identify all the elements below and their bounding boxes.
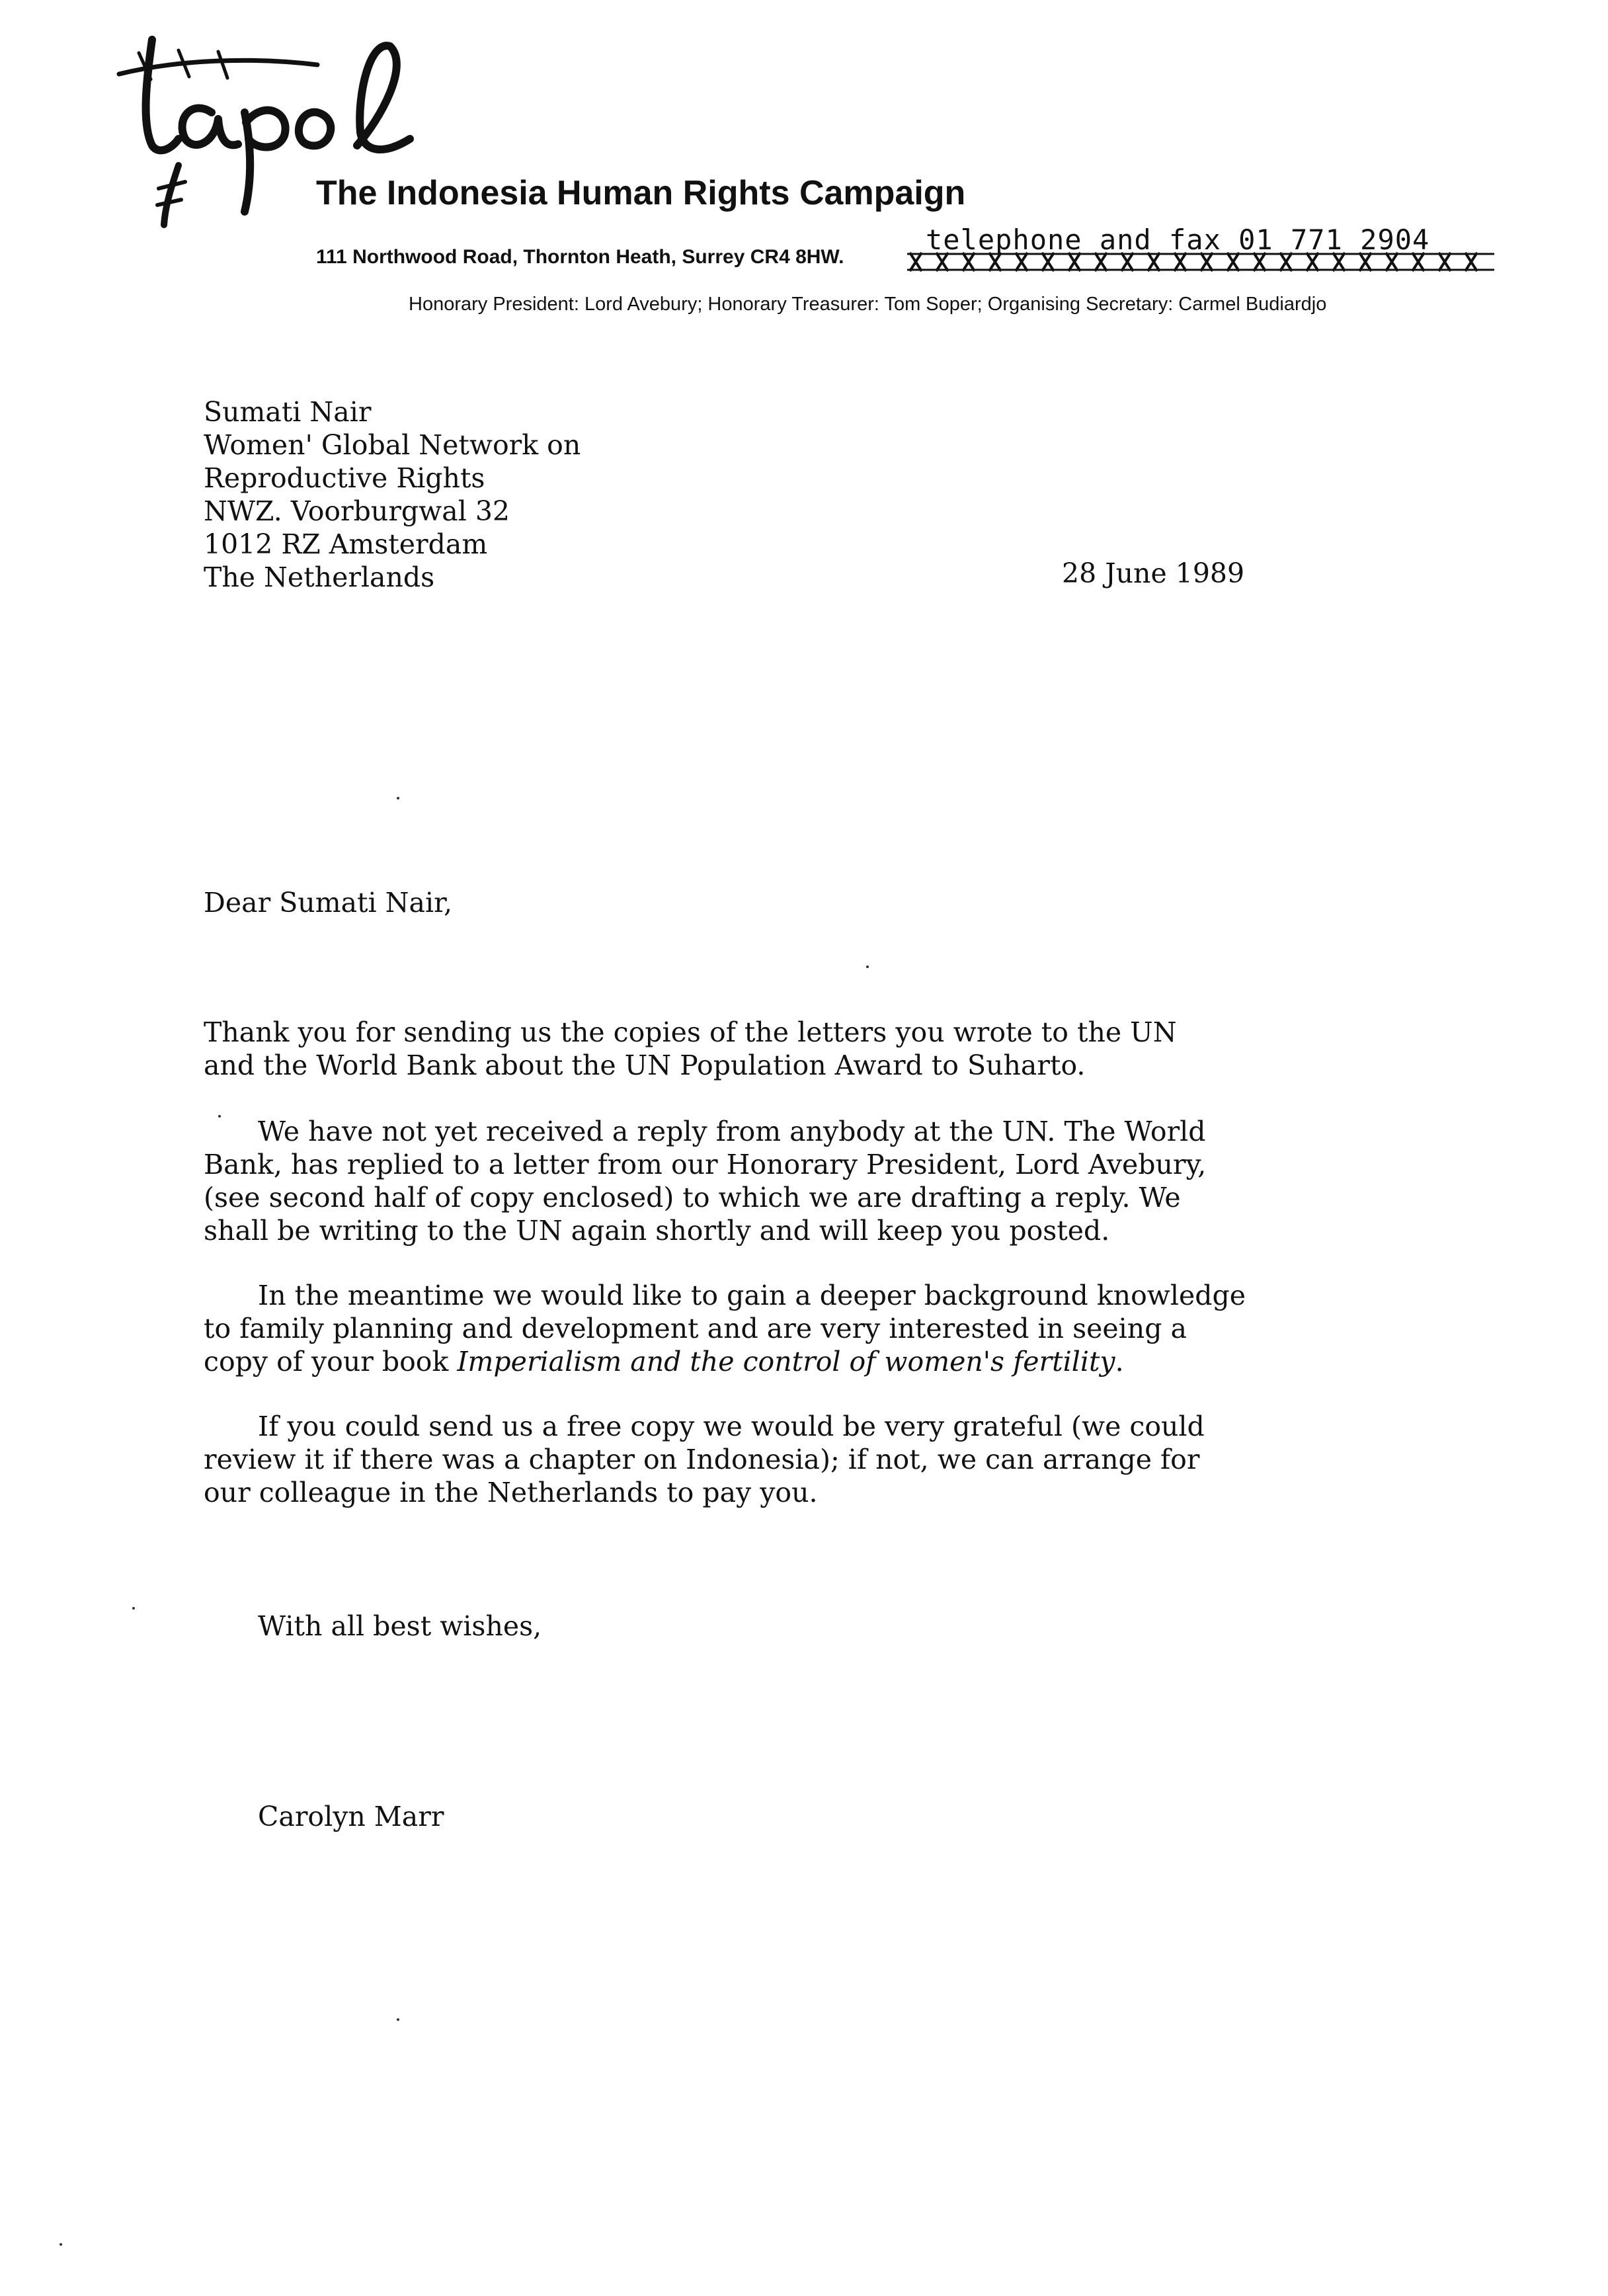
scan-speck bbox=[132, 1607, 135, 1610]
recipient-line: NWZ. Voorburgwal 32 bbox=[204, 495, 510, 527]
letter-date: 28 June 1989 bbox=[1062, 557, 1245, 589]
body-paragraph bbox=[204, 1115, 1206, 1247]
closing: With all best wishes, bbox=[258, 1610, 542, 1642]
recipient-line: The Netherlands bbox=[204, 561, 435, 593]
salutation: Dear Sumati Nair, bbox=[204, 887, 453, 919]
recipient-line: Reproductive Rights bbox=[204, 462, 485, 494]
signature-name: Carolyn Marr bbox=[258, 1801, 444, 1832]
scan-speck bbox=[866, 965, 869, 968]
body-line: and the World Bank about the UN Population Award to Suharto. bbox=[204, 1049, 1086, 1081]
org-address: 111 Northwood Road, Thornton Heath, Surrey CR4 8HW. bbox=[316, 246, 844, 268]
recipient-line: Women' Global Network on bbox=[204, 429, 581, 461]
officers-line: Honorary President: Lord Avebury; Honorary Treasurer: Tom Soper; Organising Secretary: Carmel Budiardjo bbox=[409, 294, 1327, 315]
body-line: copy of your book Imperialism and the control of women's fertility. bbox=[204, 1346, 1124, 1377]
recipient-line: Sumati Nair bbox=[204, 396, 372, 428]
scan-speck bbox=[60, 2243, 62, 2246]
body-line: to family planning and development and are very interested in seeing a bbox=[204, 1313, 1187, 1344]
recipient-line: 1012 RZ Amsterdam bbox=[204, 528, 488, 560]
phone-fax-typed: telephone and fax 01 771 2904 bbox=[926, 224, 1430, 256]
body-line: Thank you for sending us the copies of the letters you wrote to the UN bbox=[204, 1016, 1177, 1048]
book-title: Imperialism and the control of women's fertility bbox=[457, 1346, 1115, 1377]
body-paragraph bbox=[204, 1410, 1205, 1509]
scan-speck bbox=[218, 1115, 221, 1118]
body-paragraph bbox=[204, 1279, 1246, 1378]
body-line: If you could send us a free copy we would be very grateful (we could bbox=[258, 1411, 1205, 1442]
body-line: We have not yet received a reply from anybody at the UN. The World bbox=[258, 1116, 1206, 1147]
org-name: The Indonesia Human Rights Campaign bbox=[316, 174, 966, 212]
body-line: review it if there was a chapter on Indonesia); if not, we can arrange for bbox=[204, 1444, 1200, 1475]
scan-speck bbox=[397, 797, 399, 800]
body-paragraph bbox=[204, 1016, 1177, 1082]
body-line: shall be writing to the UN again shortly and will keep you posted. bbox=[204, 1215, 1110, 1247]
body-line: In the meantime we would like to gain a deeper background knowledge bbox=[258, 1280, 1246, 1311]
body-line: Bank, has replied to a letter from our Honorary President, Lord Avebury, bbox=[204, 1149, 1207, 1180]
body-line: our colleague in the Netherlands to pay you. bbox=[204, 1477, 818, 1508]
body-line: (see second half of copy enclosed) to which we are drafting a reply. We bbox=[204, 1182, 1181, 1213]
scan-speck bbox=[397, 2018, 399, 2021]
recipient-address bbox=[204, 395, 581, 594]
